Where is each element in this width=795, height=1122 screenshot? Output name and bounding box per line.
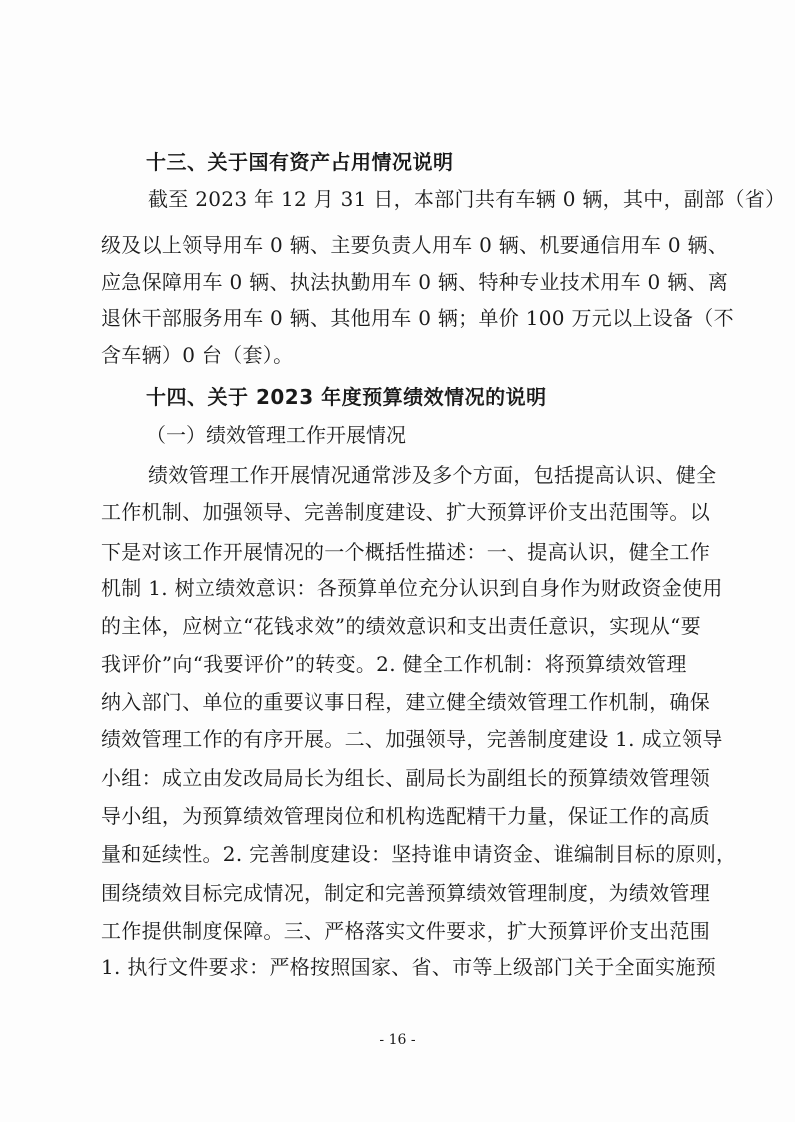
section-14-line-5: 的主体，应树立“花钱求效”的绩效意识和支出责任意识，实现从“要 xyxy=(101,614,701,638)
section-14-line-2: 工作机制、加强领导、完善制度建设、扩大预算评价支出范围等。以 xyxy=(101,500,710,524)
section-14-line-9: 小组：成立由发改局局长为组长、副局长为副组长的预算绩效管理领 xyxy=(101,766,710,790)
section-13-line-1: 截至 2023 年 12 月 31 日，本部门共有车辆 0 辆，其中，副部（省） xyxy=(148,187,786,211)
section-14-heading: 十四、关于 2023 年度预算绩效情况的说明 xyxy=(146,385,547,409)
page-number: - 16 - xyxy=(379,1032,416,1048)
section-14-line-3: 下是对该工作开展情况的一个概括性描述：一、提高认识，健全工作 xyxy=(101,540,710,564)
section-14-line-4: 机制 1. 树立绩效意识：各预算单位充分认识到自身作为财政资金使用 xyxy=(101,576,723,600)
section-14-line-11: 量和延续性。2. 完善制度建设：坚持谁申请资金、谁编制目标的原则， xyxy=(101,842,737,866)
section-14-line-1: 绩效管理工作开展情况通常涉及多个方面，包括提高认识、健全 xyxy=(148,463,717,487)
section-14-line-14: 1. 执行文件要求：严格按照国家、省、市等上级部门关于全面实施预 xyxy=(101,955,717,979)
section-14-line-10: 导小组，为预算绩效管理岗位和机构选配精干力量，保证工作的高质 xyxy=(101,804,710,828)
section-13-line-5: 含车辆）0 台（套）。 xyxy=(101,343,294,367)
section-14-line-8: 绩效管理工作的有序开展。二、加强领导，完善制度建设 1. 成立领导 xyxy=(101,727,723,751)
section-13-line-4: 退休干部服务用车 0 辆、其他用车 0 辆；单价 100 万元以上设备（不 xyxy=(101,306,734,330)
section-14-line-13: 工作提供制度保障。三、严格落实文件要求，扩大预算评价支出范围 xyxy=(101,919,710,943)
section-14-subheading: （一）绩效管理工作开展情况 xyxy=(146,423,406,447)
section-14-line-7: 纳入部门、单位的重要议事日程，建立健全绩效管理工作机制，确保 xyxy=(101,690,710,714)
section-14-line-12: 围绕绩效目标完成情况，制定和完善预算绩效管理制度，为绩效管理 xyxy=(101,881,710,905)
section-13-line-3: 应急保障用车 0 辆、执法执勤用车 0 辆、特种专业技术用车 0 辆、离 xyxy=(101,270,729,294)
section-13-heading: 十三、关于国有资产占用情况说明 xyxy=(146,150,454,174)
section-13-line-2: 级及以上领导用车 0 辆、主要负责人用车 0 辆、机要通信用车 0 辆、 xyxy=(101,233,729,257)
section-14-line-6: 我评价”向“我要评价”的转变。2. 健全工作机制：将预算绩效管理 xyxy=(101,652,687,676)
